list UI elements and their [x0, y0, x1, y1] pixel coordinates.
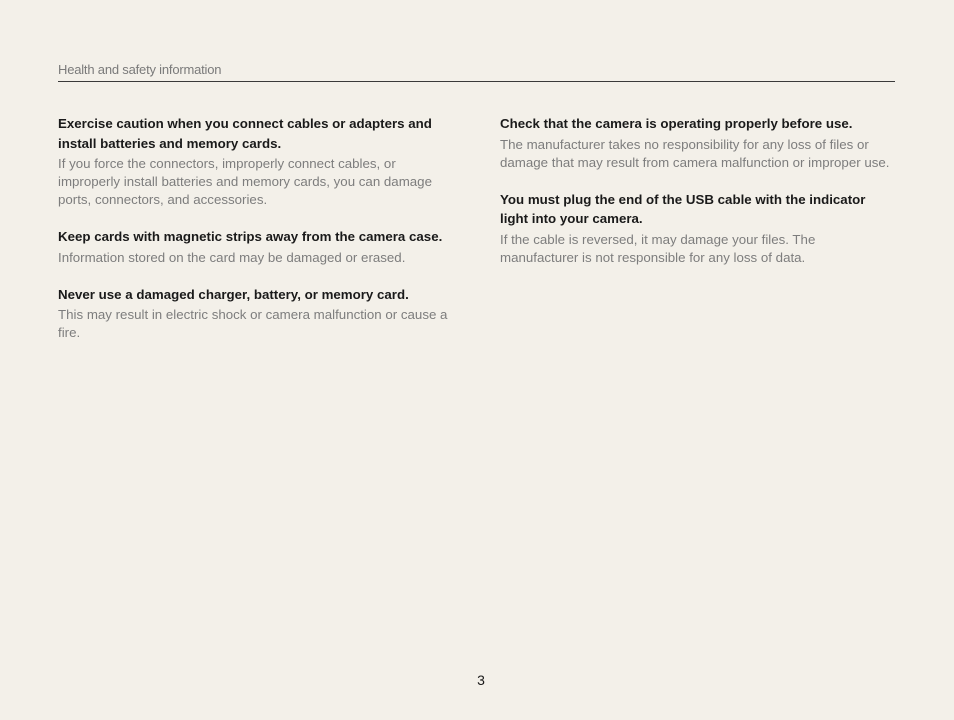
section-body: Information stored on the card may be damaged or erased.	[58, 249, 406, 265]
section-title: Check that the camera is operating properly before use.	[500, 116, 853, 131]
section-cable-caution	[58, 114, 450, 209]
section-body: The manufacturer takes no responsibility for any loss of files or damage that may result from camera malfunction or improper use.	[500, 136, 890, 170]
page-number: 3	[477, 672, 485, 688]
section-title: You must plug the end of the USB cable with the indicator light into your camera.	[500, 191, 866, 226]
section-magnetic-cards	[58, 227, 450, 267]
section-usb-cable	[500, 190, 892, 267]
section-body: This may result in electric shock or camera malfunction or cause a fire.	[58, 307, 448, 340]
section-title: Never use a damaged charger, battery, or memory card.	[58, 286, 409, 302]
section-title: Keep cards with magnetic strips away from the camera case.	[58, 229, 443, 244]
left-column	[58, 114, 450, 360]
page-header	[58, 62, 895, 82]
section-body: If the cable is reversed, it may damage your files. The manufacturer is not responsible for any loss of data.	[500, 231, 816, 265]
section-body: If you force the connectors, improperly connect cables, or improperly install batteries and memory cards, you can damage ports, connectors, and accessories.	[58, 156, 432, 207]
section-check-operation	[500, 114, 892, 172]
header-title: Health and safety information	[58, 62, 222, 77]
right-column	[500, 114, 892, 285]
section-damaged-charger	[58, 285, 450, 343]
section-title: Exercise caution when you connect cables or adapters and install batteries and memory cards.	[58, 116, 432, 151]
